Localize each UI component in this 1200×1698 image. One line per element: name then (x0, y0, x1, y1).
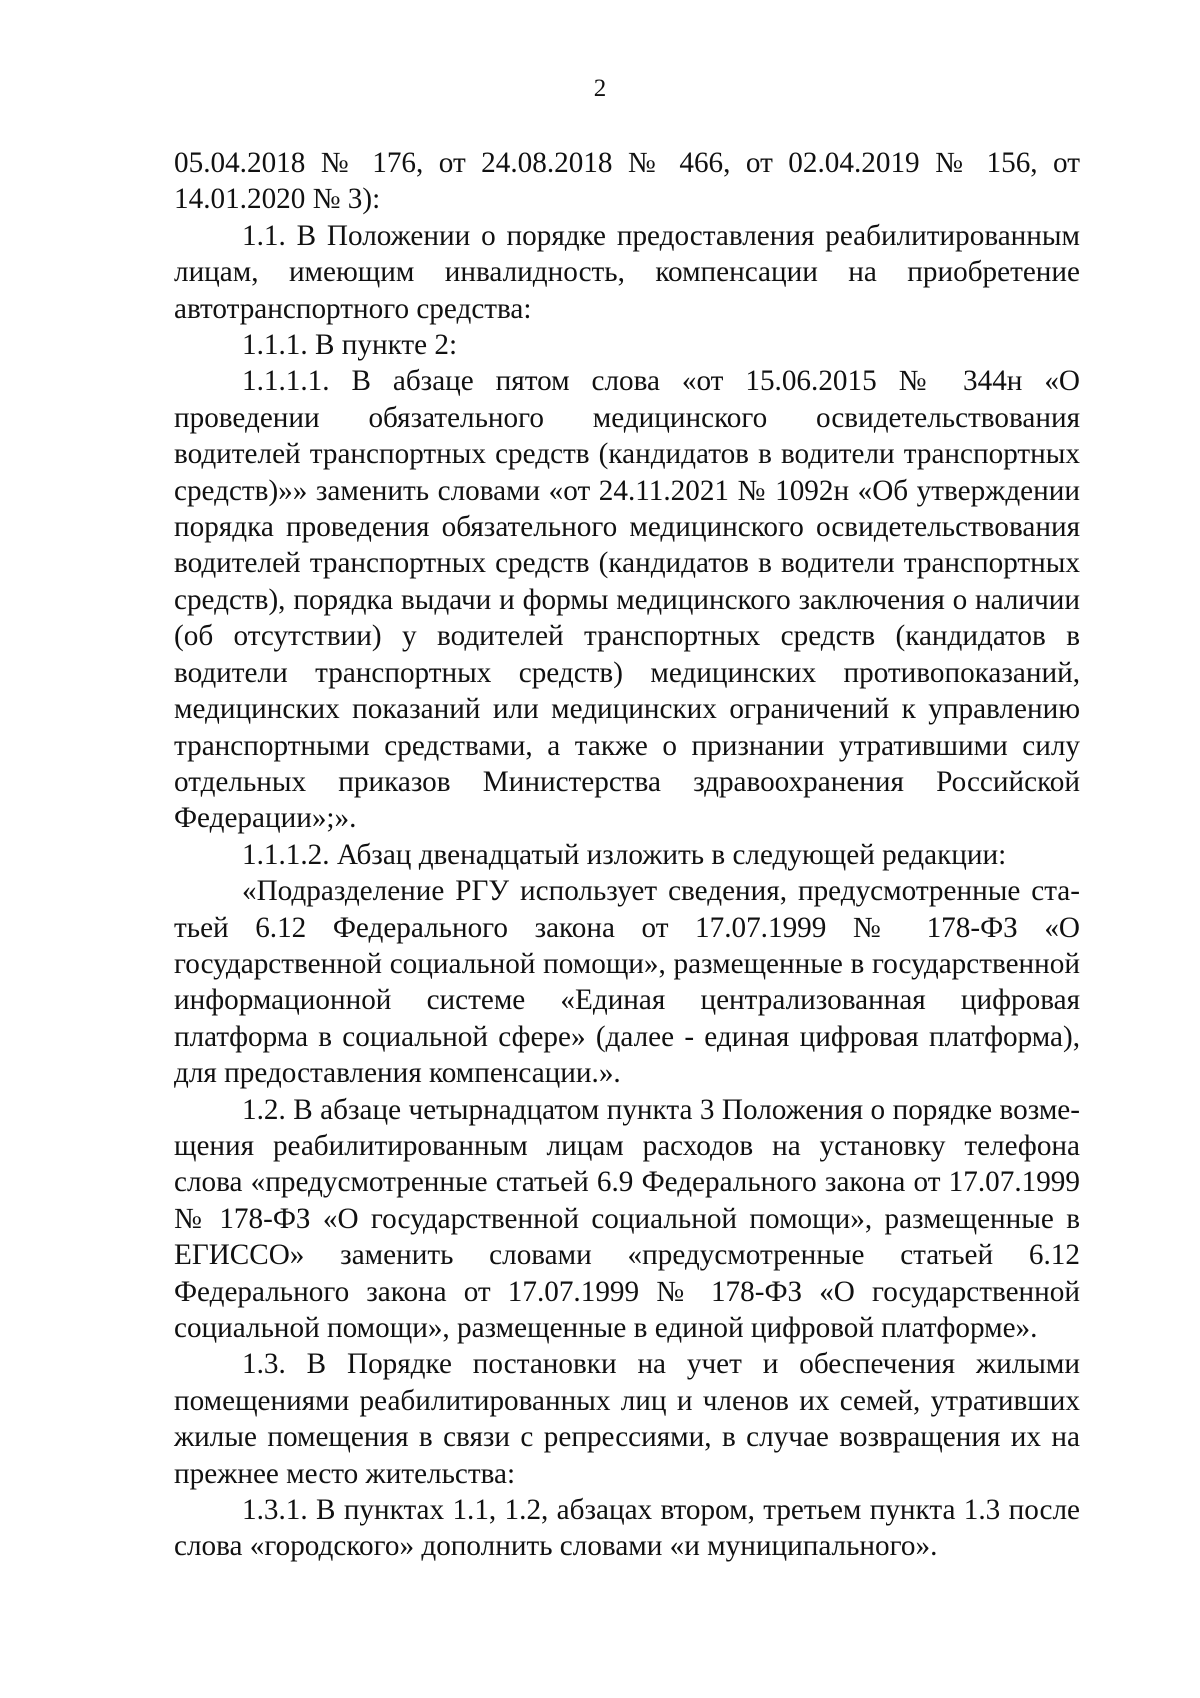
paragraph-1-3-1: 1.3.1. В пунктах 1.1, 1.2, абзацах втором, третьем пункта 1.3 после слова «городского» дополнить словами «и муниципального». (174, 1494, 1080, 1563)
paragraph-continuation: 05.04.2018 № 176, от 24.08.2018 № 466, от 02.04.2019 № 156, от 14.01.2020 № 3): (174, 147, 1080, 216)
paragraph-1-1-1: 1.1.1. В пункте 2: (242, 329, 458, 362)
document-body (174, 145, 1080, 1565)
paragraph-1-3: 1.3. В Порядке постановки на учет и обеспечения жилыми помещениями реабилитированных лиц и членов их семей, утративших жилые помещения в связи с репрессиями, в случае возвращения их на прежнее место жительства: (174, 1348, 1080, 1490)
paragraph-1-1-1-2: 1.1.1.2. Абзац двенадцатый изложить в следующей редакции: (242, 838, 1007, 871)
paragraph-1-1-1-1: 1.1.1.1. В абзаце пятом слова «от 15.06.2015 № 344н «О проведении обязательного медицинского освидетельствования водителей транспортных средств (кандидатов в водители транспортных средств)»» заменить словами «от 24.11.2021 № 1092н «Об утверждении порядка проведения обязательного медицинского освидетельствования водителей транспортных средств (кандидатов в водители транспортных средств), порядка выдачи и формы медицинского заключения о наличии (об отсутствии) у водителей транспортных средств (кандидатов в водители транспортных средств) медицинских противопоказаний, медицинских показаний или медицинских ограничений к управлению транспортными средствами, а также о признании утратившими силу отдельных приказов Министерства здравоохранения Российской Федерации»;». (174, 365, 1080, 835)
paragraph-1-1: 1.1. В Положении о порядке предоставления реабилитированным лицам, имеющим инвалидность, компенсации на приобретение автотранспортного средства: (174, 219, 1080, 325)
paragraph-1-2: 1.2. В абзаце четырнадцатом пункта 3 Положения о порядке возмещения реабилитированным лицам расходов на установку телефона слова «предусмотренные статьей 6.9 Федерального закона от 17.07.1999 № 178-ФЗ «О государственной социальной помощи», размещенные в ЕГИССО» заменить словами «предусмотренные статьей 6.12 Федерального закона от 17.07.1999 № 178-ФЗ «О государственной социальной помощи», размещенные в единой цифровой платформе». (174, 1093, 1080, 1344)
paragraph-quoted-edition: «Подразделение РГУ использует сведения, предусмотренные статьей 6.12 Федерального закона от 17.07.1999 № 178-ФЗ «О государственной социальной помощи», размещенные в государственной информационной системе «Единая централизованная цифровая платформа в социальной сфере» (далее - единая цифровая платформа), для предоставления компенсации.». (174, 875, 1080, 1090)
page-number: 2 (593, 75, 607, 102)
